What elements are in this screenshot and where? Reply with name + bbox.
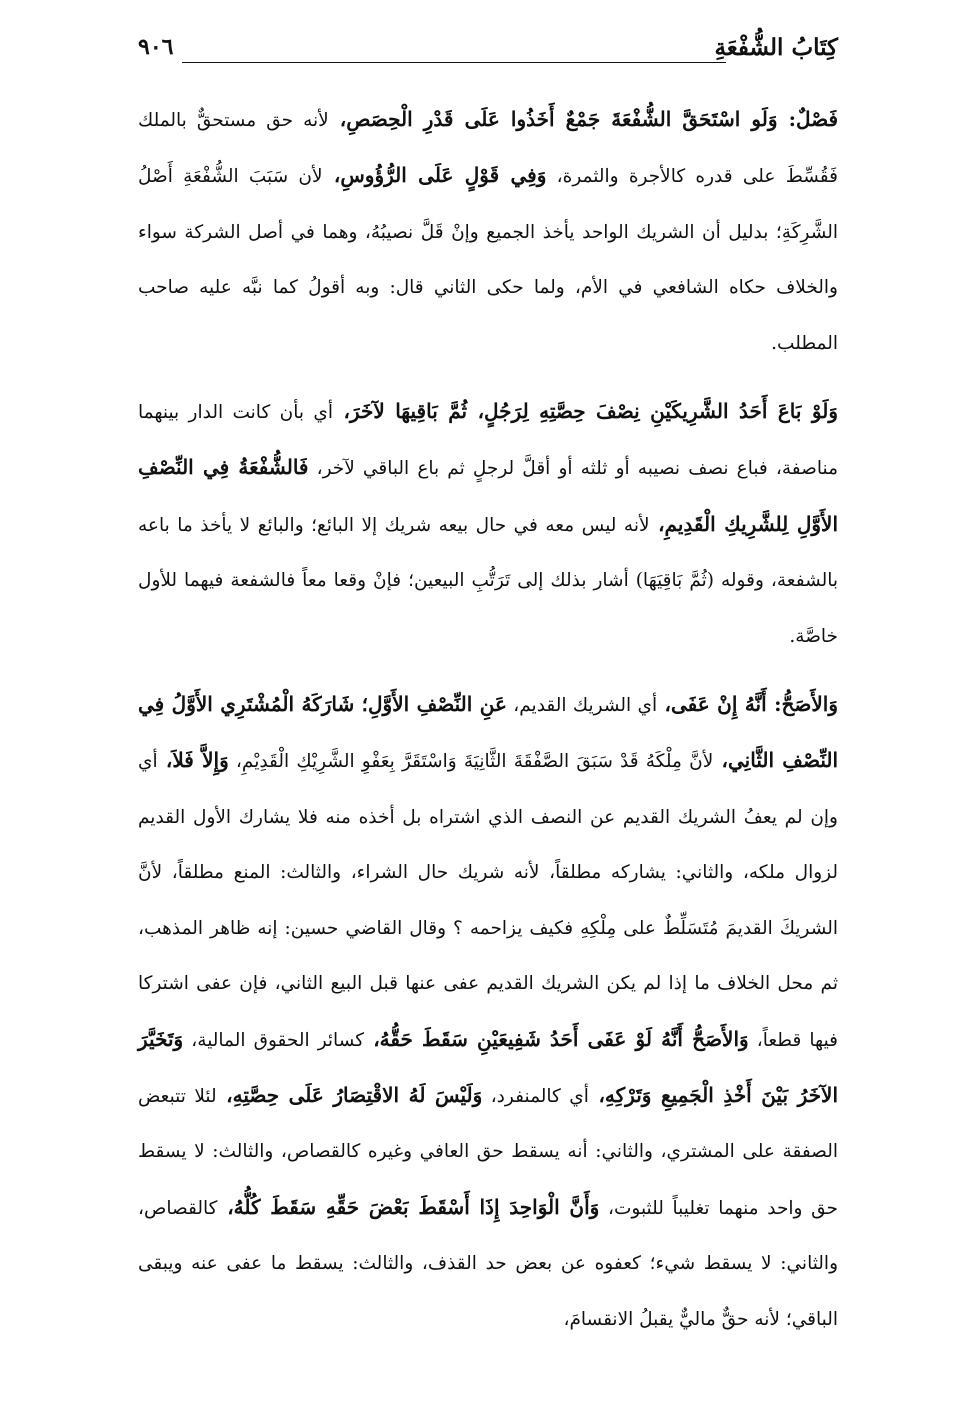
commentary-text: لأنه ليس معه في حال بيعه شريك إلا البائع؛ والبائع لا يأخذ ما باعه بالشفعة، وقوله (ثُمَّ بَاقِيَهَا) أشار بذلك إلى تَرَتُّبِ البيعين؛ فإنْ وقعا معاً فالشفعة فيهما للأول خاصَّة. <box>138 514 838 647</box>
commentary-text: كسائر الحقوق المالية، <box>183 1029 365 1051</box>
commentary-text: أي الشريك القديم، <box>506 695 658 717</box>
commentary-text: أي بأن كانت الدار بينهما مناصفة، فباع نصف نصيبه أو ثلثه أو أقلَّ لرجلٍ ثم باع الباقي لآخر، <box>138 402 838 480</box>
paragraph-2 <box>138 384 838 664</box>
header-rule <box>182 62 726 63</box>
chapter-title: كِتَابُ الشُّفْعَةِ <box>714 34 838 61</box>
matn-text: وَلَوْ بَاعَ أَحَدُ الشَّرِيكَيْنِ نِصْفَ حِصَّتِهِ لِرَجُلٍ، ثُمَّ بَاقِيهَا لآخَرَ، <box>333 399 839 424</box>
commentary-text: لأن سَبَبَ الشُّفْعَةِ أَصْلُ الشَّرِكَةِ؛ بدليل أن الشريك الواحد يأخذ الجميع وإنْ قَلَّ نصيبُهُ، وهما في أصل الشركة سواء والخلاف حكاه الشافعي في الأم، ولما حكى الثاني قال: وبه أقولُ كما نبَّه عليه صاحب المطلب. <box>138 166 838 354</box>
body-text <box>138 92 838 1347</box>
commentary-text: أي وإن لم يعفُ الشريك القديم عن النصف الذي اشتراه بل أخذه منه فلا يشارك الأول القديم لزوال ملكه، والثاني: يشاركه مطلقاً، لأنه شريك حال الشراء، والثالث: المنع مطلقاً، لأنَّ الشريكَ القديمَ مُتَسَلِّطٌ على مِلْكِهِ فكيف يزاحمه ؟ وقال القاضي حسين: إنه ظاهر المذهب، ثم محل الخلاف ما إذا لم يكن الشريك القديم عفى عنها قبل البيع الثاني، فإن عفى اشتركا فيها قطعاً، <box>138 751 838 1051</box>
commentary-text: لأنه حق مستحقٌّ بالملك فَقُسِّطَ على قدره كالأجرة والثمرة، <box>138 110 839 188</box>
commentary-text: لئلا تتبعض الصفقة على المشتري، والثاني: أنه يسقط حق العافي وغيره كالقصاص، والثالث: لا يسقط حق واحد منهما تغليباً للثبوت، <box>138 1085 838 1219</box>
matn-text: وَتَخَيَّرَ الآخَرُ بَيْنَ أَخْذِ الْجَمِيعِ وَتَرْكِهِ، <box>138 1026 839 1107</box>
commentary-text: كالقصاص، والثاني: لا يسقط شيء؛ كعفوه عن بعض حد القذف، والثالث: يسقط ما عفى عنه ويبقى الباقي؛ لأنه حقٌّ ماليٌّ يقبلُ الانقسامَ، <box>138 1197 838 1330</box>
paragraph-3 <box>138 677 838 1347</box>
matn-text: وَأَنَّ الْوَاحِدَ إِذَا أَسْقَطَ بَعْضَ حَقِّهِ سَقَطَ كُلُّهُ، <box>217 1194 600 1219</box>
matn-text: وَالأَصَحُّ: أَنَّهُ إِنْ عَفَى، <box>657 692 839 717</box>
page-number: ٩٠٦ <box>138 34 174 60</box>
matn-text: وَالأَصَحُّ أَنَّهُ لَوْ عَفَى أَحَدُ شَفِيعَيْنِ سَقَطَ حَقُّهُ، <box>364 1026 749 1051</box>
paragraph-1 <box>138 92 838 371</box>
commentary-text: أي كالمنفرد، <box>482 1085 589 1107</box>
commentary-text: لأنَّ مِلْكَهُ قَدْ سَبَقَ الصَّفْقَةَ الثَّانِيَةَ وَاسْتَقَرَّ بِعَفْوِ الشَّرِيْكِ الْقَدِيْمِ، <box>228 751 714 773</box>
matn-text: فَصْلٌ: وَلَو اسْتَحَقَّ الشُّفْعَةَ جَمْعٌ أَخَذُوا عَلَى قَدْرِ الْحِصَصِ، <box>328 107 838 131</box>
matn-text: وَإِلاَّ فَلاَ، <box>157 748 229 773</box>
matn-text: عَنِ النِّصْفِ الأَوَّلِ؛ شَارَكَهُ الْمُشْتَرِي الأَوَّلُ فِي النِّصْفِ الثَّانِي، <box>138 692 838 773</box>
matn-text: وَلَيْسَ لَهُ الاقْتِصَارُ عَلَى حِصَّتِهِ، <box>216 1082 483 1107</box>
matn-text: فَالشُّفْعَةُ فِي النِّصْفِ الأَوَّلِ لِلشَّرِيكِ الْقَدِيمِ، <box>138 455 838 536</box>
matn-text: وَفِي قَوْلٍ عَلَى الرُّؤُوسِ، <box>322 163 547 188</box>
page-header <box>138 32 838 72</box>
